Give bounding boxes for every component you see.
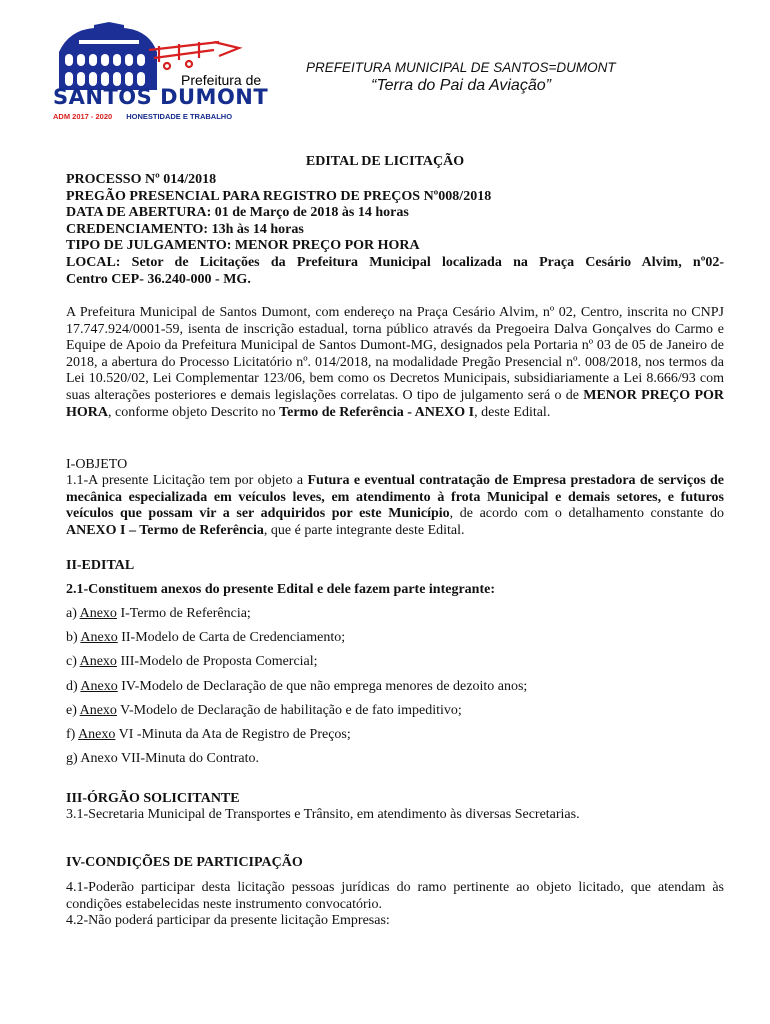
annex-label: VII-Minuta do Contrato. — [117, 751, 259, 766]
intro-bold-judgment: MENOR PREÇO POR HORA — [66, 387, 724, 420]
process-info — [66, 172, 724, 288]
annex-item-c — [66, 654, 318, 670]
header-municipality: PREFEITURA MUNICIPAL DE SANTOS=DUMONT — [306, 60, 616, 75]
intro-bold-annex: Termo de Referência - ANEXO I — [279, 404, 475, 420]
annex-item-d — [66, 679, 527, 695]
edital-subheading: 2.1-Constituem anexos do presente Edital e dele fazem parte integrante: — [66, 582, 496, 597]
objeto-paragraph — [66, 473, 724, 539]
section-condicoes-heading: IV-CONDIÇÕES DE PARTICIPAÇÃO — [66, 855, 303, 870]
annex-label: I-Termo de Referência; — [116, 606, 251, 621]
annex-label: IV-Modelo de Declaração de que não emprega menores de dezoito anos; — [117, 679, 528, 694]
logo-adm-period: ADM 2017 - 2020 — [53, 112, 113, 121]
objeto-text-2: , de acordo com o detalhamento constante do — [449, 506, 724, 522]
condicoes-paragraph-2: 4.2-Não poderá participar da presente licitação Empresas: — [66, 913, 390, 928]
annex-prefix: f) — [66, 727, 79, 742]
objeto-bold-annex: ANEXO I – Termo de Referência — [66, 522, 264, 538]
annex-prefix: c) — [66, 654, 80, 669]
annex-item-b — [66, 630, 345, 646]
objeto-text: 1.1-A presente Licitação tem por objeto a — [66, 473, 308, 488]
opening-date: DATA DE ABERTURA: 01 de Março de 2018 às 14 horas — [66, 205, 409, 221]
annex-item-a — [66, 606, 251, 622]
logo-city-name: SANTOS DUMONT — [53, 85, 269, 109]
annex-word: Anexo — [78, 727, 116, 742]
location-line-1: LOCAL: Setor de Licitações da Prefeitura Municipal localizada na Praça Cesário Alvim, nº02- — [66, 254, 724, 270]
annex-item-g — [66, 751, 259, 767]
annex-word: Anexo — [79, 606, 117, 621]
intro-paragraph — [66, 305, 724, 421]
process-number: PROCESSO Nº 014/2018 — [66, 172, 217, 187]
annex-word: Anexo — [80, 751, 118, 766]
document-title: EDITAL DE LICITAÇÃO — [305, 154, 465, 169]
intro-text: A Prefeitura Municipal de Santos Dumont, com endereço na Praça Cesário Alvim, nº 02, Centro, inscrita no CNPJ 17.747.924/0001-59, isenta de inscrição estadual, torna público através da Pregoeira Dalva Gonçalves do Carmo e Equipe de Apoio da Prefeitura Municipal de Santos Dumont-MG, designados pela Portaria nº 03 de 05 de Janeiro de 2018, a abertura do Processo Licitatório nº. 014/2018, na modalidade Pregão Presencial nº. 008/2018, nos termos da Lei 10.520/02, Lei Complementar 123/06, bem como os Decretos Municipais, subsidiariamente a Lei 8.666/93 com suas alterações posteriores e demais legislações correlatas. O tipo de julgamento será o de — [66, 305, 724, 403]
logo-prefeitura-text: Prefeitura de — [181, 72, 262, 88]
judgment-type: TIPO DE JULGAMENTO: MENOR PREÇO POR HORA — [66, 238, 420, 254]
annex-prefix: a) — [66, 606, 80, 621]
annex-word: Anexo — [79, 654, 117, 669]
header-slogan: “Terra do Pai da Aviação” — [371, 77, 551, 94]
section-orgao-heading: III-ÓRGÃO SOLICITANTE — [66, 791, 240, 806]
intro-text-3: , deste Edital. — [474, 404, 551, 420]
condicoes-paragraph-1: 4.1-Poderão participar desta licitação pessoas jurídicas do ramo pertinente ao objeto licitado, que atendam às condições estabelecidas neste instrumento convocatório. — [66, 880, 724, 912]
logo-tagline — [53, 112, 268, 121]
annex-prefix: g) — [66, 751, 81, 766]
annex-prefix: b) — [66, 630, 81, 645]
annex-label: III-Modelo de Proposta Comercial; — [116, 654, 318, 669]
annex-label: II-Modelo de Carta de Credenciamento; — [117, 630, 346, 645]
intro-text-2: , conforme objeto Descrito no — [108, 404, 280, 420]
annex-item-e — [66, 703, 462, 719]
annex-item-f — [66, 727, 351, 743]
annex-word: Anexo — [79, 703, 117, 718]
annex-label: V-Modelo de Declaração de habilitação e de fato impeditivo; — [116, 703, 462, 718]
pregao-number: PREGÃO PRESENCIAL PARA REGISTRO DE PREÇOS Nº008/2018 — [66, 188, 492, 204]
section-edital-heading: II-EDITAL — [66, 558, 135, 573]
accreditation-time: CREDENCIAMENTO: 13h às 14 horas — [66, 221, 304, 237]
location-line-2: Centro CEP- 36.240-000 - MG. — [66, 271, 251, 287]
city-logo — [49, 20, 269, 128]
objeto-bold-description: Futura e eventual contratação de Empresa prestadora de serviços de mecânica especializada em veículos leves, em atendimento à frota Municipal e demais setores, e futuros veículos que possam vir a ser adquiridos por este Município — [66, 473, 724, 522]
logo-motto: HONESTIDADE E TRABALHO — [126, 112, 233, 121]
annex-label: VI -Minuta da Ata de Registro de Preços; — [115, 727, 351, 742]
annex-word: Anexo — [80, 630, 118, 645]
annex-prefix: d) — [66, 679, 81, 694]
annex-prefix: e) — [66, 703, 80, 718]
annex-word: Anexo — [80, 679, 118, 694]
objeto-text-3: , que é parte integrante deste Edital. — [263, 522, 465, 538]
orgao-text: 3.1-Secretaria Municipal de Transportes e Trânsito, em atendimento às diversas Secretarias. — [66, 807, 580, 822]
section-objeto-heading: I-OBJETO — [66, 457, 128, 472]
